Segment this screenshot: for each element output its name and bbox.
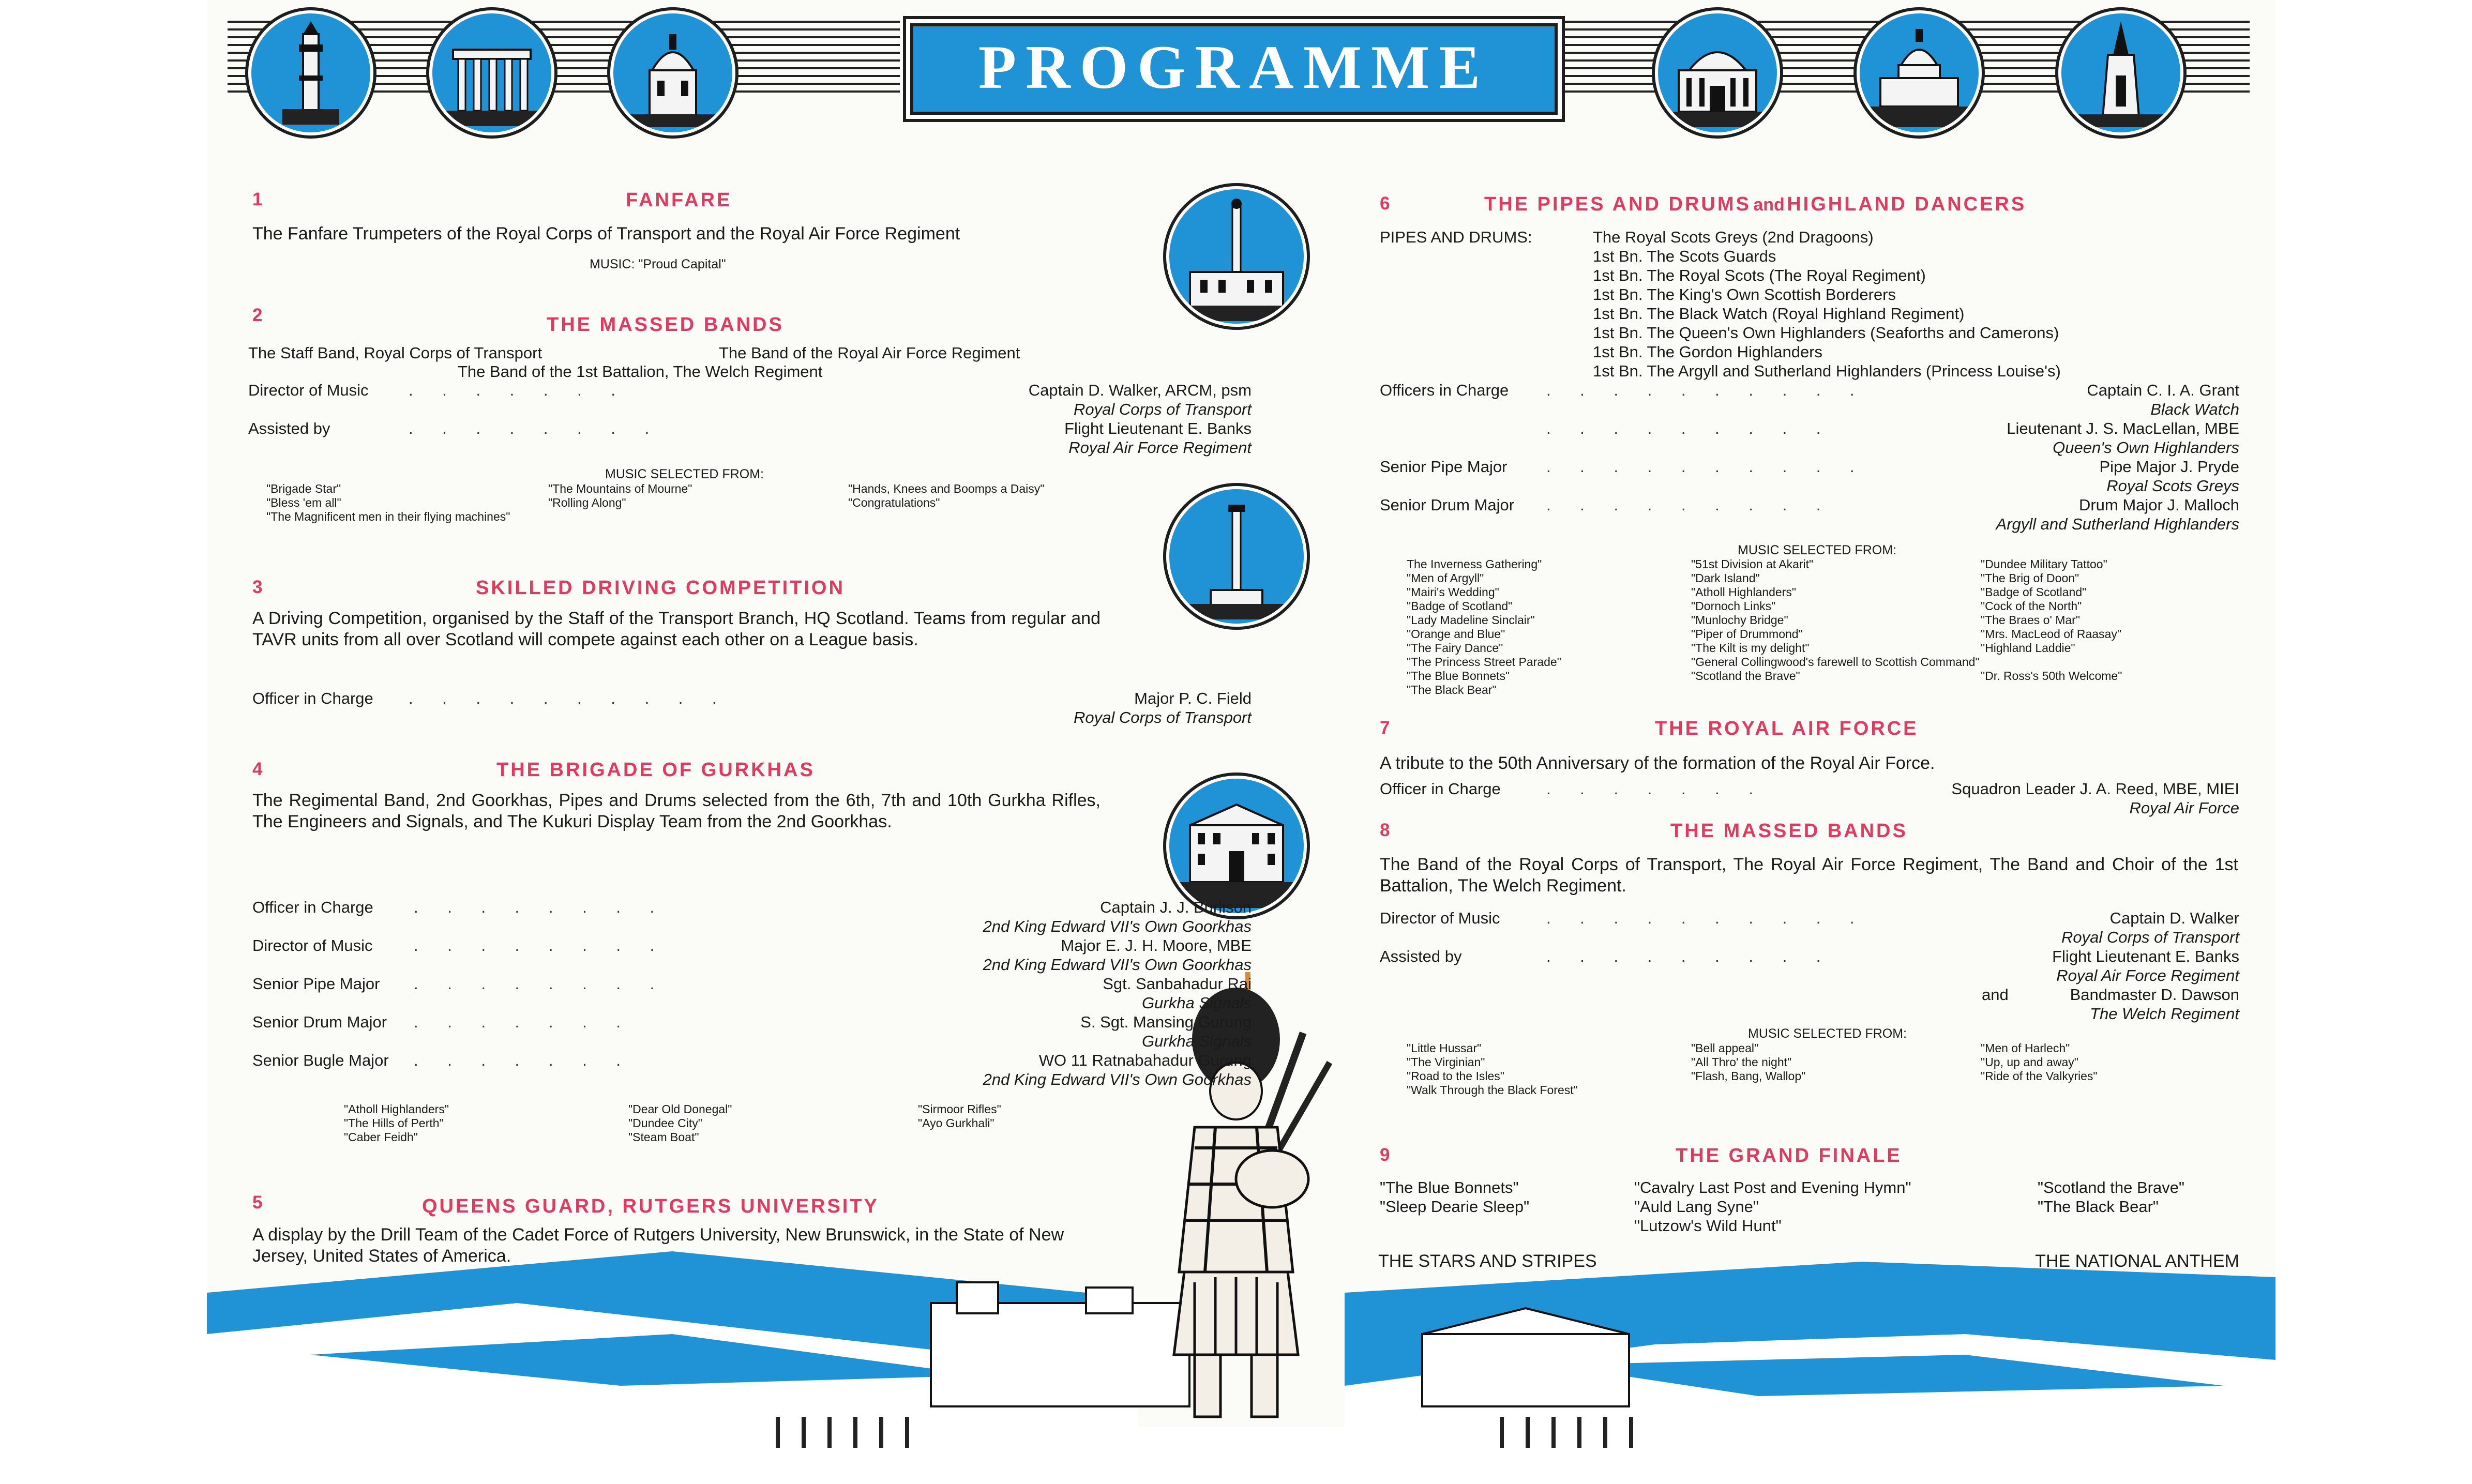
medallion-9 [1166, 776, 1307, 916]
domed-tower-icon [613, 13, 732, 132]
section-2-music-col3 [848, 482, 1044, 510]
section-4-music-col1 [344, 1102, 449, 1144]
section-6-music-col2 [1691, 557, 1980, 683]
section-6-title-c: HIGHLAND DANCERS [1787, 193, 2027, 215]
music-item: "Up, up and away" [1981, 1055, 2078, 1069]
section-8-music-col1 [1407, 1041, 1578, 1097]
music-item: "All Thro' the night" [1691, 1055, 1792, 1069]
column-monument-icon [1169, 489, 1304, 624]
section-6-pd-label: PIPES AND DRUMS: [1380, 228, 1532, 246]
section-6-pipe-label: Senior Pipe Major [1380, 458, 1508, 476]
section-6-drum-unit: Argyll and Sutherland Highlanders [1996, 515, 2239, 533]
music-item: "Walk Through the Black Forest" [1407, 1083, 1578, 1097]
music-item: "Dundee Military Tattoo" [1981, 557, 2107, 571]
section-6-officer1-unit: Black Watch [2150, 400, 2239, 418]
music-item: "The Blue Bonnets" [1407, 669, 1510, 683]
music-item: "Ayo Gurkhali" [918, 1116, 994, 1130]
music-item: "Men of Argyll" [1407, 571, 1484, 585]
section-8-and: and [1982, 986, 2009, 1004]
section-6-title [1484, 193, 2026, 216]
column-monument-icon [1169, 189, 1304, 324]
section-8-bandmaster-name: Bandmaster D. Dawson [2070, 986, 2239, 1004]
music-item: "Dark Island" [1691, 571, 1760, 585]
music-item: "Mairi's Wedding" [1407, 585, 1499, 599]
dot-leader: . . . . . . . [414, 1013, 633, 1031]
dot-leader: . . . . . . . [414, 1051, 633, 1069]
section-8-number: 8 [1380, 820, 1390, 840]
section-3-officer-label: Officer in Charge [252, 689, 373, 707]
finale-item: "Scotland the Brave" [2038, 1178, 2184, 1197]
music-item: "51st Division at Akarit" [1691, 557, 1814, 571]
section-9-title: THE GRAND FINALE [1676, 1145, 1902, 1167]
section-1-title: FANFARE [626, 189, 732, 211]
section-4-title: THE BRIGADE OF GURKHAS [496, 759, 815, 781]
section-6-music-col3 [1981, 557, 2121, 655]
medallion-7 [1166, 186, 1307, 327]
medallion-2 [429, 10, 554, 135]
section-1-music: MUSIC: "Proud Capital" [590, 257, 726, 271]
section-3-number: 3 [252, 577, 263, 597]
section-6-number: 6 [1380, 193, 1390, 214]
music-item: "Dornoch Links" [1691, 599, 1776, 613]
section-4-row4-unit: Gurkha Signals [1142, 1032, 1252, 1050]
music-item: "Congratulations" [848, 496, 940, 509]
section-2-assisted-unit: Royal Air Force Regiment [1068, 438, 1252, 457]
music-item: "Piper of Drummond" [1691, 627, 1803, 641]
section-8-assisted-unit: Royal Air Force Regiment [2056, 966, 2239, 985]
section-5-number: 5 [252, 1192, 263, 1213]
section-8-assisted-name: Flight Lieutenant E. Banks [2052, 947, 2239, 965]
band-item: 1st Bn. The Queen's Own Highlanders (Seaforths and Camerons) [1593, 324, 2059, 342]
section-1-number: 1 [252, 189, 263, 209]
section-8-director-unit: Royal Corps of Transport [2061, 928, 2239, 946]
section-3-officer-name: Major P. C. Field [1134, 689, 1252, 707]
section-2-assisted-label: Assisted by [248, 419, 330, 437]
gothic-spire-icon [2061, 13, 2180, 132]
section-4-music-col2 [628, 1102, 732, 1144]
section-6-officer1-name: Captain C. I. A. Grant [2087, 381, 2239, 399]
palace-building-icon [1169, 779, 1304, 913]
section-2-band2: The Band of the Royal Air Force Regiment [719, 344, 1020, 362]
dot-leader: . . . . . . . . . . [1546, 381, 1867, 399]
section-2-director-label: Director of Music [248, 381, 369, 399]
band-item: 1st Bn. The Gordon Highlanders [1593, 343, 1823, 361]
section-4-row3-unit: Gurkha Signals [1142, 994, 1252, 1012]
section-6-title-and: and [1753, 195, 1785, 215]
programme-page [207, 0, 2275, 1468]
music-item: "The Braes o' Mar" [1981, 613, 2081, 627]
music-item: "Steam Boat" [628, 1130, 699, 1144]
music-item: "Sirmoor Rifles" [918, 1102, 1001, 1116]
music-item: "The Magnificent men in their flying machines" [266, 510, 510, 523]
music-item: "The Mountains of Mourne" [548, 482, 692, 495]
page-title: PROGRAMME [978, 33, 1490, 101]
music-item: "Orange and Blue" [1407, 627, 1505, 641]
music-item: "General Collingwood's farewell to Scottish Command" [1691, 655, 1980, 669]
music-item: "Highland Laddie" [1981, 641, 2075, 655]
music-item: "Rolling Along" [548, 496, 626, 509]
music-item: "Bless 'em all" [266, 496, 341, 509]
music-item: "Flash, Bang, Wallop" [1691, 1069, 1806, 1083]
finale-item: "The Black Bear" [2038, 1198, 2159, 1216]
section-2-music-head: MUSIC SELECTED FROM: [605, 467, 764, 481]
section-2-assisted-name: Flight Lieutenant E. Banks [1064, 419, 1252, 437]
section-2-band1: The Staff Band, Royal Corps of Transport [248, 344, 542, 362]
ruined-colonnade-icon [432, 13, 551, 132]
dot-leader: . . . . . . . . [414, 975, 667, 993]
dot-leader: . . . . . . . [1546, 780, 1766, 798]
section-2-title: THE MASSED BANDS [547, 314, 784, 336]
band-item: 1st Bn. The Argyll and Sutherland Highlanders (Princess Louise's) [1593, 362, 2061, 380]
dot-leader: . . . . . . . . . . [1546, 458, 1867, 476]
music-item: "Bell appeal" [1691, 1041, 1759, 1055]
dot-leader: . . . . . . . . . . [409, 689, 729, 707]
section-9-col3 [2038, 1178, 2184, 1216]
band-item: 1st Bn. The King's Own Scottish Borderers [1593, 285, 1896, 304]
section-7-text: A tribute to the 50th Anniversary of the formation of the Royal Air Force. [1380, 753, 1935, 773]
medallion-5 [1857, 10, 1982, 135]
music-item: "The Virginian" [1407, 1055, 1485, 1069]
dot-leader: . . . . . . . . . [1546, 496, 1833, 514]
section-4-text: The Regimental Band, 2nd Goorkhas, Pipes and Drums selected from the 6th, 7th and 10th Gurkha Rifles, The Engineers and Signals, and The Kukuri Display Team from the 2nd Goorkhas. [252, 791, 1101, 831]
section-2-music-col1 [266, 482, 510, 524]
section-6-music-head: MUSIC SELECTED FROM: [1738, 543, 1896, 557]
section-6-pd-list [1593, 228, 2061, 381]
band-item: 1st Bn. The Scots Guards [1593, 247, 1776, 265]
section-6-pipe-name: Pipe Major J. Pryde [2099, 458, 2239, 476]
section-8-music-col3 [1981, 1041, 2098, 1083]
section-4-row1-name: Captain J. J. Burlison [1100, 898, 1252, 916]
section-4-row5-label: Senior Bugle Major [252, 1051, 389, 1069]
finale-item: "Auld Lang Syne" [1634, 1198, 1759, 1216]
section-6-drum-name: Drum Major J. Malloch [2078, 496, 2239, 514]
capitol-dome-icon [1860, 13, 1979, 132]
section-9-col2 [1634, 1178, 1911, 1235]
band-item: 1st Bn. The Black Watch (Royal Highland Regiment) [1593, 305, 1965, 323]
band-item: The Royal Scots Greys (2nd Dragoons) [1593, 228, 1874, 246]
section-7-title: THE ROYAL AIR FORCE [1655, 718, 1919, 739]
section-4-number: 4 [252, 759, 263, 779]
music-item: "Atholl Highlanders" [344, 1102, 449, 1116]
section-8-title: THE MASSED BANDS [1670, 820, 1908, 842]
domed-hall-icon [1658, 13, 1777, 132]
tower-monument-icon [251, 13, 370, 132]
section-6-title-a: THE PIPES AND DRUMS [1484, 193, 1751, 215]
section-4-row3-label: Senior Pipe Major [252, 975, 380, 993]
section-8-music-head: MUSIC SELECTED FROM: [1748, 1026, 1907, 1041]
medallion-1 [248, 10, 373, 135]
section-4-row3-name: Sgt. Sanbahadur Rai [1103, 975, 1252, 993]
section-4-music-col3 [918, 1102, 1001, 1130]
music-item: "Caber Feidh" [344, 1130, 418, 1144]
section-6-officer2-unit: Queen's Own Highlanders [2053, 438, 2239, 457]
section-7-number: 7 [1380, 718, 1390, 738]
section-5-text: A display by the Drill Team of the Cadet Force of Rutgers University, New Brunswick, in the State of New Jersey, United States of America. [252, 1225, 1064, 1266]
music-item: "Munlochy Bridge" [1691, 613, 1788, 627]
section-6-officer2-name: Lieutenant J. S. MacLellan, MBE [2007, 419, 2239, 437]
section-2-director-name: Captain D. Walker, ARCM, psm [1028, 381, 1252, 399]
section-7-officer-unit: Royal Air Force [2129, 799, 2239, 817]
section-6-music-col3-last: "Dr. Ross's 50th Welcome" [1981, 669, 2122, 683]
music-item: "Road to the Isles" [1407, 1069, 1504, 1083]
dot-leader: . . . . . . . . [414, 898, 667, 916]
band-item: 1st Bn. The Royal Scots (The Royal Regiment) [1593, 266, 1926, 284]
section-8-bandmaster-unit: The Welch Regiment [2090, 1005, 2239, 1023]
music-item: "Lady Madeline Sinclair" [1407, 613, 1535, 627]
section-3-text: A Driving Competition, organised by the Staff of the Transport Branch, HQ Scotland. Teams from regular and TAVR units from all over Scotland will compete against each other on a League basis. [252, 609, 1101, 649]
section-4-row5-unit: 2nd King Edward VII's Own Goorkhas [983, 1070, 1252, 1088]
music-item: "The Brig of Doon" [1981, 571, 2079, 585]
music-item: "The Kilt is my delight" [1691, 641, 1810, 655]
section-4-row4-label: Senior Drum Major [252, 1013, 387, 1031]
section-4-row4-name: S. Sgt. Mansing Gurung [1080, 1013, 1252, 1031]
dot-leader: . . . . . . . . . [1546, 947, 1833, 965]
section-4-row1-unit: 2nd King Edward VII's Own Goorkhas [983, 917, 1252, 935]
dot-leader: . . . . . . . . [409, 419, 662, 437]
section-9-number: 9 [1380, 1145, 1390, 1165]
dot-leader: . . . . . . . . [414, 936, 667, 955]
section-7-officer-label: Officer in Charge [1380, 780, 1501, 798]
music-item: "Dundee City" [628, 1116, 702, 1130]
bagpiper-icon [1122, 962, 1350, 1427]
dot-leader: . . . . . . . . . . [1546, 909, 1867, 927]
title-banner [910, 23, 1558, 115]
section-8-director-label: Director of Music [1380, 909, 1500, 927]
music-item: "Little Hussar" [1407, 1041, 1482, 1055]
music-item: "The Princess Street Parade" [1407, 655, 1561, 669]
footer-stars-and-stripes: THE STARS AND STRIPES [1378, 1251, 1597, 1271]
section-6-music-col1 [1407, 557, 1561, 697]
music-item: "The Black Bear" [1407, 683, 1497, 696]
medallion-4 [1655, 10, 1780, 135]
section-2-director-unit: Royal Corps of Transport [1074, 400, 1252, 418]
section-3-officer-unit: Royal Corps of Transport [1074, 708, 1252, 726]
music-item: "The Fairy Dance" [1407, 641, 1503, 655]
section-2-music-col2 [548, 482, 692, 510]
footer-national-anthem: THE NATIONAL ANTHEM [2035, 1251, 2239, 1271]
dot-leader: . . . . . . . [409, 381, 628, 399]
medallion-3 [610, 10, 735, 135]
music-item: "Scotland the Brave" [1691, 669, 1800, 683]
section-4-row5-name: WO 11 Ratnabahadur Gurung [1038, 1051, 1252, 1069]
section-8-text: The Band of the Royal Corps of Transport, The Royal Air Force Regiment, The Band and Choir of the 1st Battalion, The Welch Regiment. [1380, 855, 2238, 896]
section-2-band3: The Band of the 1st Battalion, The Welch Regiment [458, 362, 823, 381]
section-4-row2-name: Major E. J. H. Moore, MBE [1061, 936, 1252, 955]
dot-leader: . . . . . . . . . [1546, 419, 1833, 437]
section-1-text: The Fanfare Trumpeters of the Royal Corps of Transport and the Royal Air Force Regiment [252, 224, 960, 244]
music-item: "Brigade Star" [266, 482, 341, 495]
section-8-assisted-label: Assisted by [1380, 947, 1462, 965]
section-6-pipe-unit: Royal Scots Greys [2106, 477, 2239, 495]
finale-item: "Sleep Dearie Sleep" [1380, 1198, 1530, 1216]
section-4-row1-label: Officer in Charge [252, 898, 373, 916]
finale-item: "Cavalry Last Post and Evening Hymn" [1634, 1178, 1911, 1197]
finale-item: "Lutzow's Wild Hunt" [1634, 1217, 1782, 1235]
section-6-officers-label: Officers in Charge [1380, 381, 1509, 399]
section-3-title: SKILLED DRIVING COMPETITION [476, 577, 845, 599]
medallion-6 [2058, 10, 2183, 135]
music-item: "Hands, Knees and Boomps a Daisy" [848, 482, 1045, 495]
music-item: "Ride of the Valkyries" [1981, 1069, 2098, 1083]
section-6-drum-label: Senior Drum Major [1380, 496, 1515, 514]
section-9-col1 [1380, 1178, 1529, 1216]
music-item: "Atholl Highlanders" [1691, 585, 1796, 599]
medallion-8 [1166, 486, 1307, 627]
finale-item: "The Blue Bonnets" [1380, 1178, 1519, 1197]
section-8-director-name: Captain D. Walker [2109, 909, 2239, 927]
music-item: The Inverness Gathering" [1407, 557, 1542, 571]
section-8-music-col2 [1691, 1041, 1805, 1083]
section-2-number: 2 [252, 305, 263, 325]
section-4-row2-label: Director of Music [252, 936, 373, 955]
section-5-title: QUEENS GUARD, RUTGERS UNIVERSITY [422, 1195, 879, 1217]
section-4-row2-unit: 2nd King Edward VII's Own Goorkhas [983, 956, 1252, 974]
music-item: "Dear Old Donegal" [628, 1102, 732, 1116]
section-7-officer-name: Squadron Leader J. A. Reed, MBE, MIEI [1951, 780, 2239, 798]
music-item: "Men of Harlech" [1981, 1041, 2070, 1055]
music-item: "Badge of Scotland" [1407, 599, 1513, 613]
music-item: "Badge of Scotland" [1981, 585, 2087, 599]
music-item: "The Hills of Perth" [344, 1116, 444, 1130]
music-item: "Mrs. MacLeod of Raasay" [1981, 627, 2121, 641]
music-item: "Cock of the North" [1981, 599, 2082, 613]
